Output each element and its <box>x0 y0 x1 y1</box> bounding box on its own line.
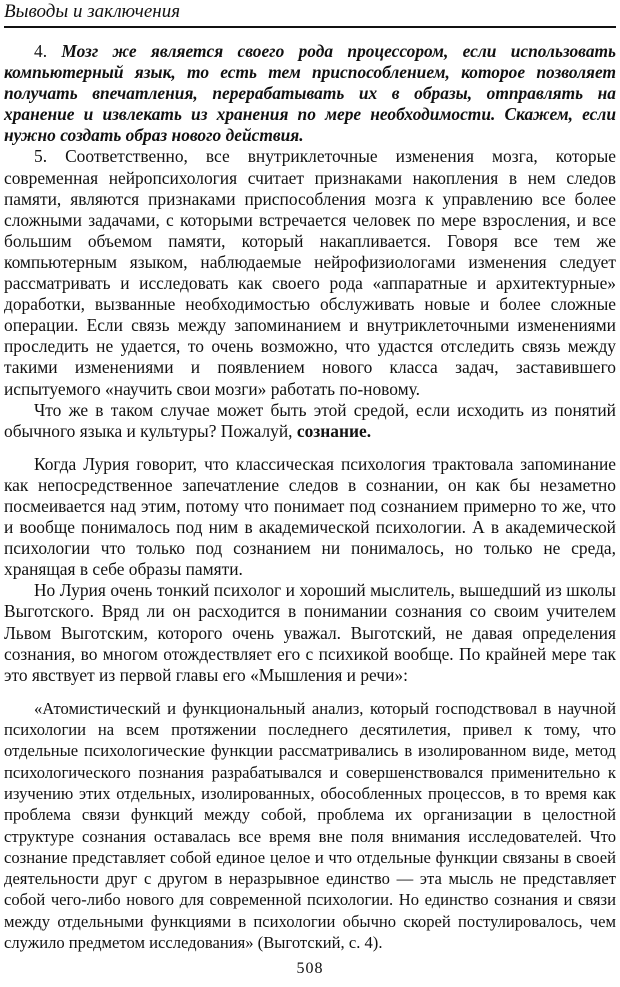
paragraph-8: Но Лурия очень тонкий психолог и хороший мыслитель, вышедший из школы Выготского. Вряд ли он расходится в понимании сознания со своим учителем Львом Выготским, которого очень уважал. Выготский, не давая определения сознания, во многом отождествляет его с психикой вообще. По крайней мере так это явствует из первой главы его «Мышления и речи»: <box>4 580 616 685</box>
paragraph-5: 5. Соответственно, все внутриклеточные изменения мозга, которые современная нейропсихология считает признаками накопления в нем следов памяти, являются признаками приспособления мозга к управлению все более сложными задачами, с которыми встречается человек по мере взросления, и все большим объемом памяти, который накапливается. Говоря все тем же компьютерным языком, наблюдаемые нейрофизиологами изменения следует рассматривать и исследовать как своего рода «аппаратные и архитектурные» доработки, вызванные необходимостью обслуживать новые и более сложные операции. Если связь между запоминанием и внутриклеточными изменениями проследить не удается, то очень возможно, что удастся отследить связь между такими изменениями и появлением нового класса задач, заставившего испытуемого «научить свои мозги» работать по-новому. <box>4 146 616 399</box>
paragraph-4-text: Мозг же является своего рода процессором, если использовать компьютерный язык, то есть тем приспособлением, которое позволяет получать впечатления, перерабатывать их в образы, отправлять на хранение и извлекать из хранения по мере необходимости. Скажем, если нужно создать образ нового действия. <box>4 41 616 146</box>
bold-term-consciousness: сознание. <box>296 420 372 441</box>
paragraph-6 <box>4 400 616 442</box>
paragraph-7: Когда Лурия говорит, что классическая психология трактовала запоминание как непосредственное запечатление следов в сознании, он как бы незаметно посмеивается над этим, потому что понимает под сознанием примерно то же, что и вообще понималось под ним в академической психологии. А в академической психологии что только под сознанием ни понималось, но только не среда, хранящая в себе образы памяти. <box>4 453 616 580</box>
paragraph-4 <box>4 41 616 146</box>
paragraph-number: 4. <box>34 41 48 61</box>
running-header: Выводы и заключения <box>4 1 181 22</box>
paragraph-gap <box>4 442 616 454</box>
body-text <box>4 41 616 953</box>
paragraph-gap <box>4 686 616 698</box>
header-rule <box>4 26 616 28</box>
vygotsky-quote: «Атомистический и функциональный анализ, который господствовал в научной психологии на всем протяжении последнего десятилетия, привел к тому, что отдельные психологические функции рассматривались в изолированном виде, метод психологического познания разрабатывался и совершенствовался применительно к изучению этих отдельных, изолированных, обособленных процессов, в то время как проблема связи функций между собой, проблема их организации в целостной структуре сознания оставалась все время вне поля внимания исследователей. Что сознание представляет собой единое целое и что отдельные функции связаны в своей деятельности друг с другом в неразрывное единство — эта мысль не представляет собой чего-либо нового для современной психологии. Но единство сознания и связи между отдельными функциями в психологии обычно скорей постулировалось, чем служило предметом исследования» (Выготский, с. 4). <box>4 698 616 953</box>
page-number: 508 <box>296 960 324 977</box>
paragraph-6-text: Что же в таком случае может быть этой средой, если исходить из понятий обычного языка и культуры? Пожалуй, <box>4 399 616 441</box>
